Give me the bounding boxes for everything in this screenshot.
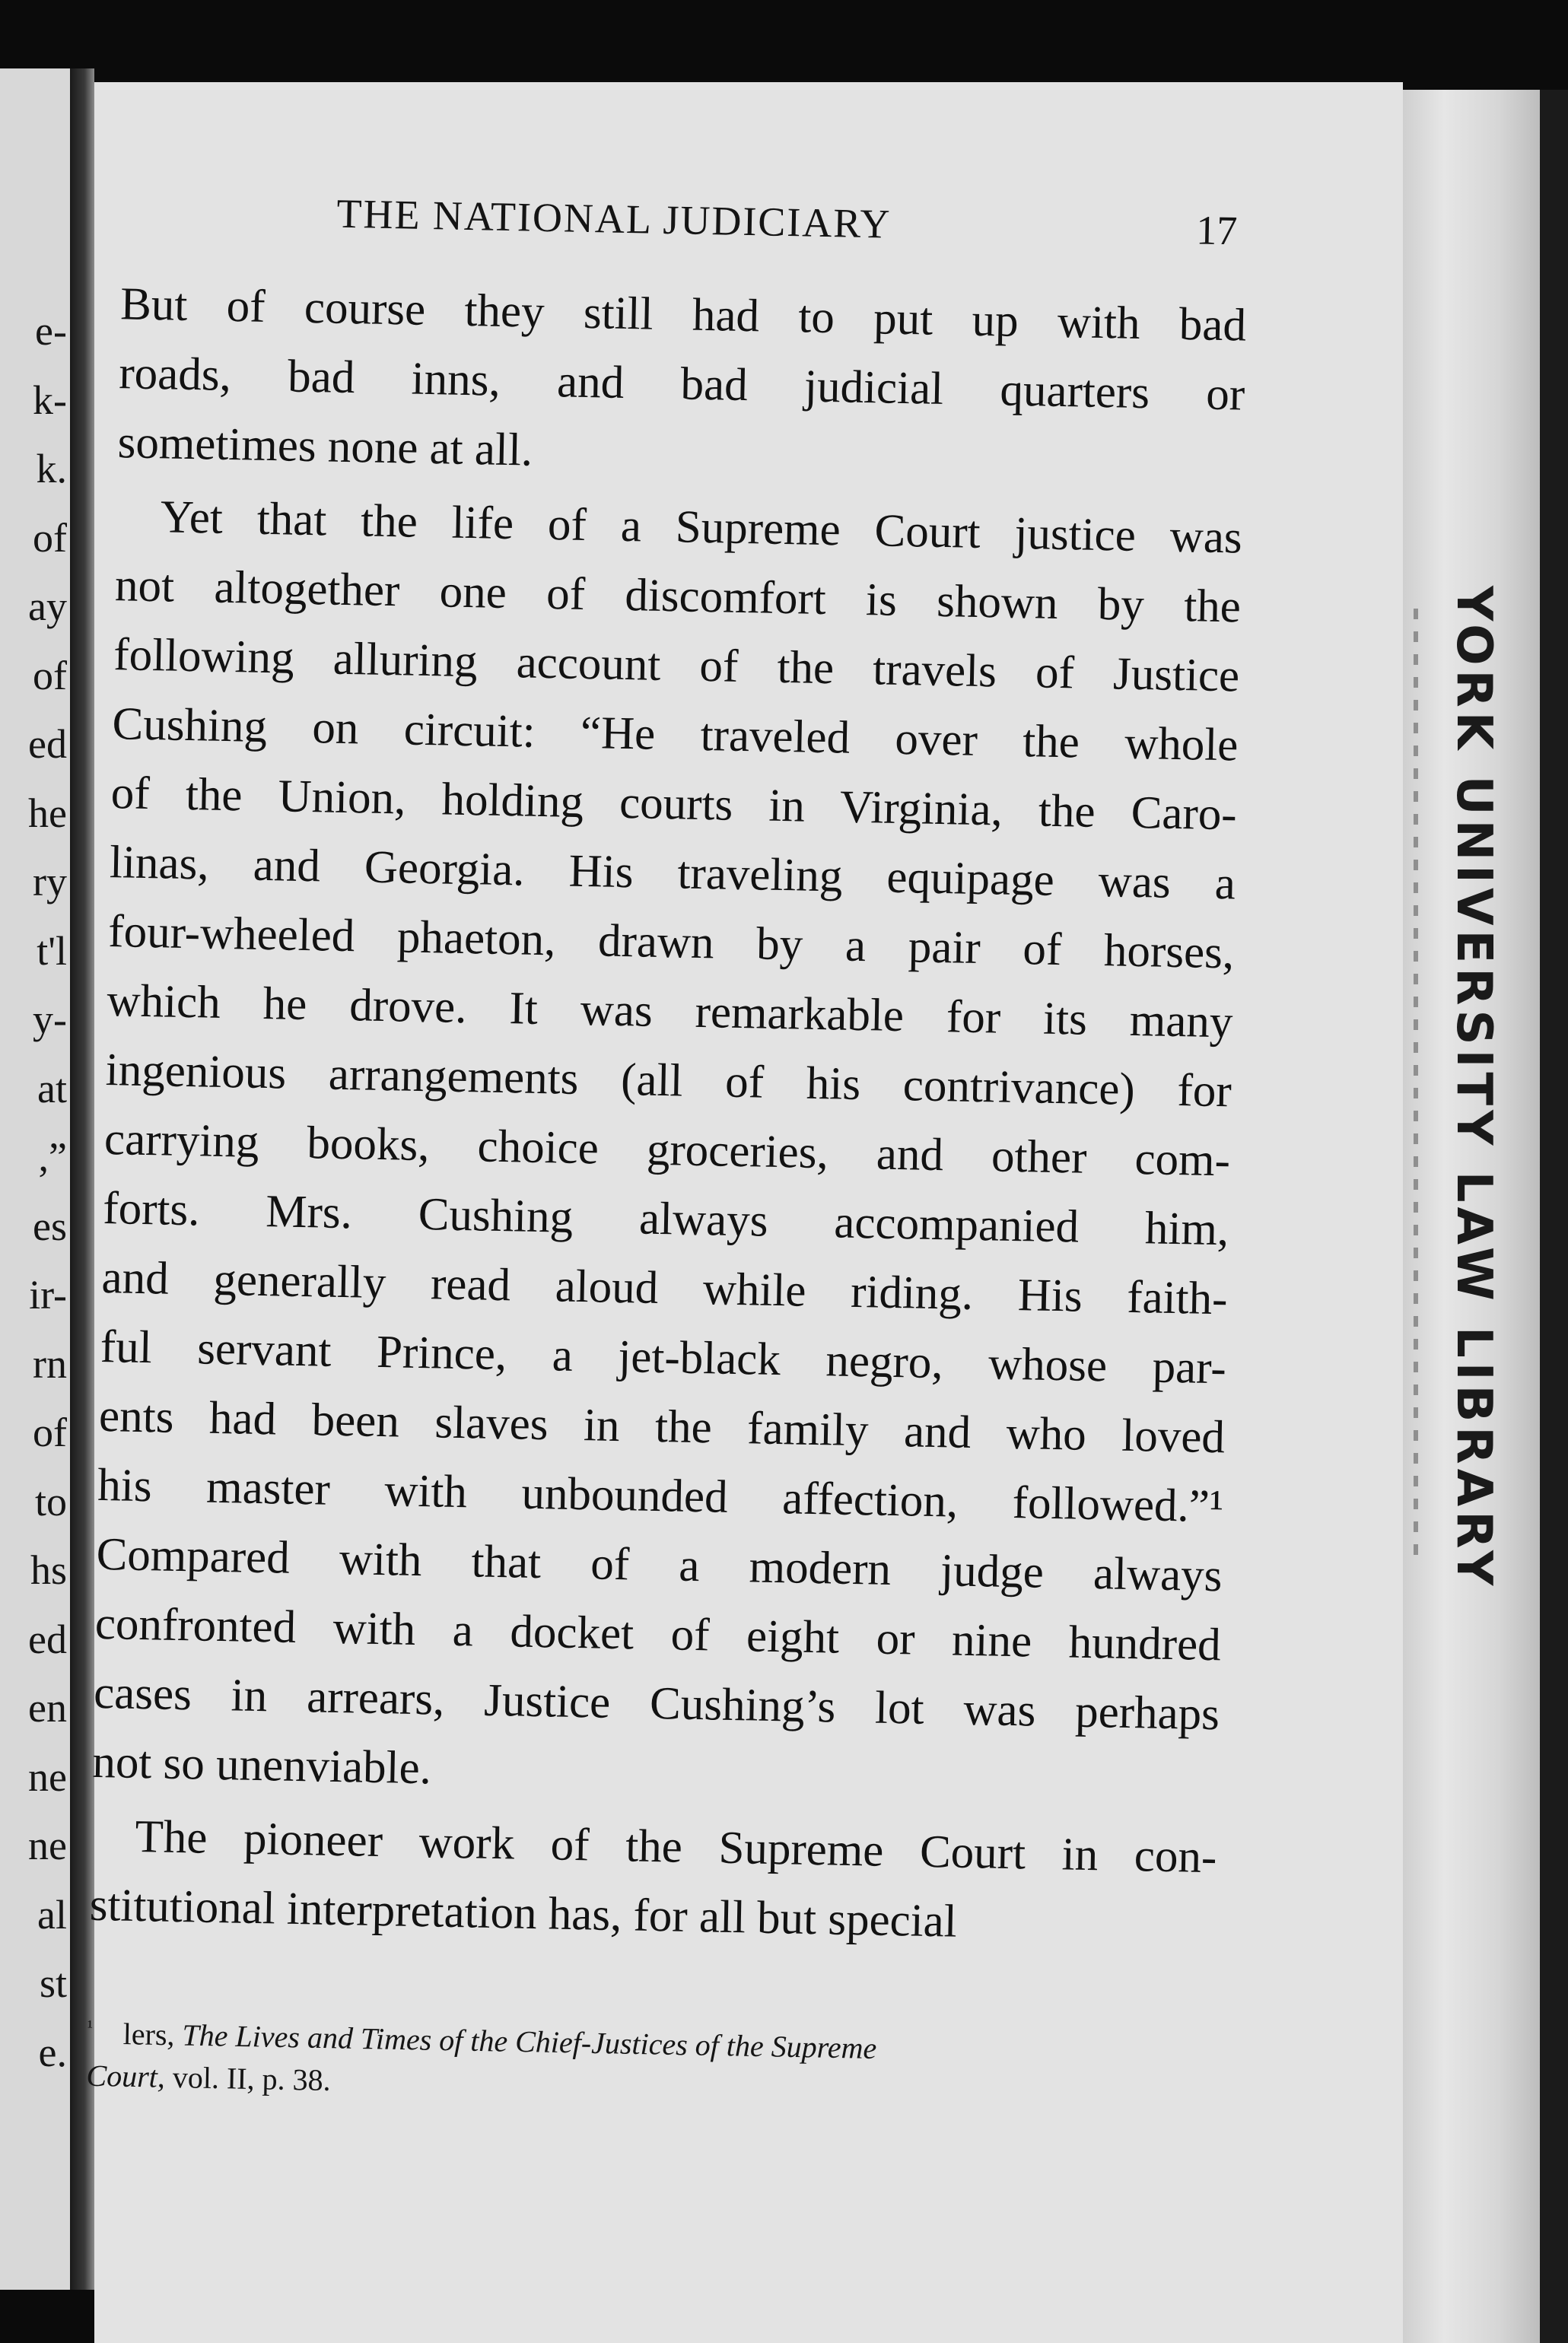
- previous-page-fragment: ed: [28, 1616, 67, 1662]
- previous-page-fragment: ay: [28, 583, 67, 629]
- previous-page-fragment: ,”: [38, 1134, 67, 1180]
- previous-page-fragment: t'l: [37, 927, 67, 974]
- text-line: forts. Mrs. Cushing always accompanied him,: [102, 1182, 1229, 1256]
- previous-page-fragment: en: [28, 1685, 67, 1731]
- previous-page-fragment: y-: [33, 997, 67, 1042]
- text-line: four-wheeled phaeton, drawn by a pair of horses,: [107, 906, 1235, 979]
- body-text: [89, 269, 1247, 1961]
- previous-page-fragment: k-: [33, 377, 67, 423]
- text-line: cases in arrears, Justice Cushing’s lot was perhaps: [93, 1667, 1220, 1741]
- previous-page-fragment: e-: [35, 308, 67, 354]
- library-stamp-text: YORK UNIVERSITY LAW LIBRARY: [1446, 586, 1502, 1591]
- footnote-title: The Lives and Times of the Chief-Justices of the Supreme: [182, 2017, 877, 2066]
- paragraph: [117, 269, 1247, 498]
- text-line: carrying books, choice groceries, and other com-: [103, 1114, 1231, 1187]
- text-line: of the Union, holding courts in Virginia, the Caro-: [110, 768, 1238, 841]
- library-stamp: [1398, 586, 1543, 1591]
- running-head: THE NATIONAL JUDICIARY: [336, 190, 892, 247]
- previous-page-fragment: al: [37, 1891, 67, 1938]
- footnote-prefix: lers,: [122, 2017, 183, 2052]
- previous-page-fragment: es: [33, 1203, 67, 1249]
- footnote-mark: ¹: [87, 2017, 94, 2037]
- footnote: [86, 2006, 1213, 2119]
- text-line: sometimes none at all.: [117, 417, 533, 476]
- previous-page-fragment: at: [37, 1065, 67, 1111]
- book-page: [86, 82, 1403, 2343]
- text-line: confronted with a docket of eight or nine hundred: [94, 1598, 1222, 1671]
- text-line: not altogether one of discomfort is shown by the: [114, 560, 1242, 633]
- text-line: stitutional interpretation has, for all but special: [89, 1879, 958, 1947]
- text-line: following alluring account of the travels of Justice: [113, 629, 1240, 702]
- previous-page-fragment: to: [34, 1478, 67, 1524]
- previous-page-fragment: of: [33, 1410, 67, 1455]
- previous-page-fragment: st: [39, 1960, 67, 2006]
- previous-page-fragment: k.: [36, 446, 67, 491]
- previous-page-fragment: e.: [38, 2029, 67, 2075]
- previous-page-fragment: ne: [28, 1823, 67, 1868]
- text-line: roads, bad inns, and bad judicial quarters or: [118, 348, 1245, 421]
- text-line: ful servant Prince, a jet-black negro, whose par-: [100, 1321, 1227, 1394]
- previous-page-fragment: ry: [33, 859, 67, 904]
- text-line: Cushing on circuit: “He traveled over the whole: [112, 698, 1239, 771]
- previous-page-fragment: of: [33, 652, 67, 698]
- text-line: Compared with that of a modern judge always: [96, 1528, 1223, 1602]
- previous-page-fragment: of: [33, 514, 67, 561]
- text-line: But of course they still had to put up with bad: [119, 278, 1247, 351]
- text-line: which he drove. It was remarkable for its many: [107, 975, 1234, 1048]
- previous-page-fragment: hs: [30, 1547, 67, 1593]
- text-line: not so unenviable.: [91, 1736, 432, 1795]
- previous-page-fragment: rn: [33, 1340, 67, 1387]
- text-line: Yet that the life of a Supreme Court justice was: [160, 491, 1243, 564]
- book-cover-edge: [1540, 90, 1568, 2343]
- text-line: and generally read aloud while riding. His faith-: [101, 1251, 1229, 1325]
- footnote-title-cont: Court,: [86, 2058, 166, 2095]
- text-line: The pioneer work of the Supreme Court in con-: [134, 1810, 1217, 1884]
- previous-page-fragment: ir-: [29, 1272, 67, 1318]
- paragraph: [92, 482, 1243, 1818]
- text-line: ingenious arrangements (all of his contrivance) for: [105, 1044, 1232, 1117]
- previous-page-fragment: he: [28, 790, 67, 836]
- previous-page-fragment: ne: [28, 1753, 67, 1800]
- footnote-citation: vol. II, p. 38.: [164, 2060, 332, 2098]
- text-line: linas, and Georgia. His traveling equipage was a: [109, 837, 1236, 910]
- page-number: 17: [1195, 207, 1238, 254]
- text-line: his master with unbounded affection, followed.”¹: [97, 1459, 1224, 1533]
- text-line: ents had been slaves in the family and who loved: [98, 1390, 1226, 1464]
- paragraph: [89, 1801, 1217, 1961]
- previous-page-fragment: ed: [28, 721, 67, 767]
- previous-page-line-fragments: [0, 68, 70, 2087]
